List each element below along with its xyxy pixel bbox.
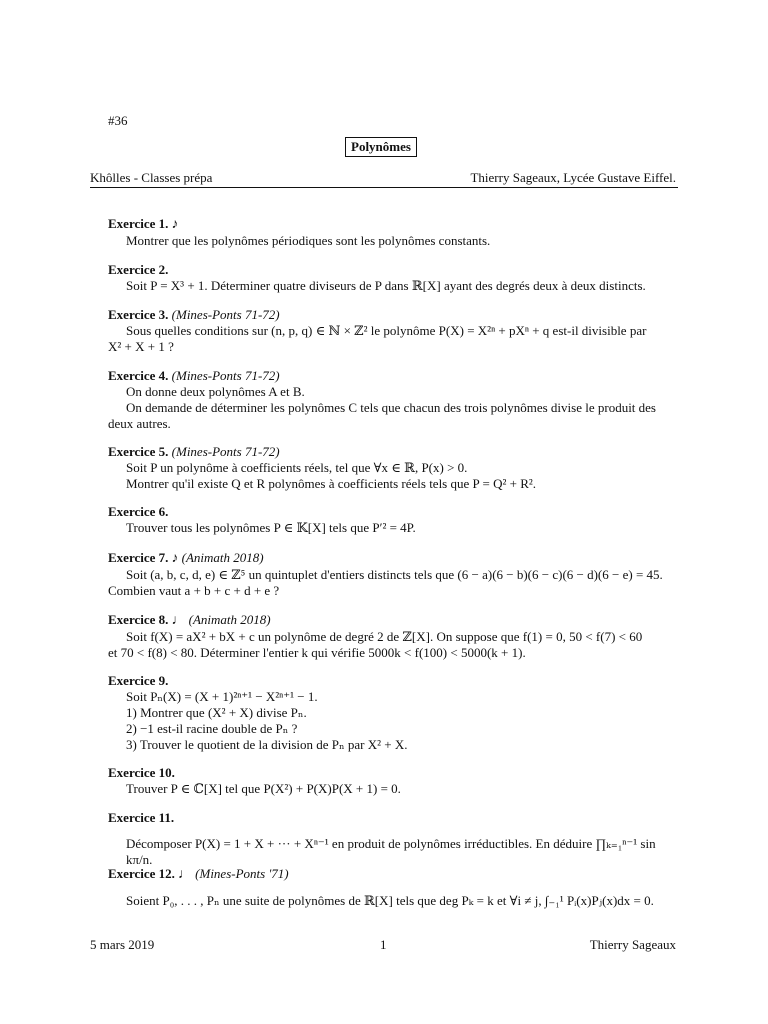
exercise-heading: Exercice 11. (108, 810, 175, 825)
document-title: Polynômes (345, 137, 417, 157)
exercise-11 (108, 810, 678, 868)
music-note-icon: ♩ (171, 613, 186, 628)
exercise-source: (Mines-Ponts 71-72) (171, 368, 280, 383)
exercise-item: 2) −1 est-il racine double de Pₙ ? (126, 721, 298, 736)
exercise-heading: Exercice 12. (108, 866, 175, 881)
exercise-1 (108, 216, 678, 249)
header-course: Khôlles - Classes prépa (90, 170, 213, 185)
footer-date: 5 mars 2019 (90, 937, 155, 952)
exercise-line: Montrer que les polynômes périodiques sont les polynômes constants. (126, 233, 491, 248)
exercise-line: Soit Pₙ(X) = (X + 1)²ⁿ⁺¹ − X²ⁿ⁺¹ − 1. (126, 689, 318, 704)
exercise-heading: Exercice 2. (108, 262, 169, 277)
exercise-line: Combien vaut a + b + c + d + e ? (108, 583, 280, 598)
exercise-line: Soit (a, b, c, d, e) ∈ ℤ⁵ un quintuplet d'entiers distincts tels que (6 − a)(6 − b)(6 − c)(6 − d)(6 − e) = 45. (126, 567, 663, 582)
exercise-line: Soit P = X³ + 1. Déterminer quatre diviseurs de P dans ℝ[X] ayant des degrés deux à deux distincts. (126, 278, 646, 293)
exercise-source: (Animath 2018) (188, 612, 271, 627)
exercise-line: et 70 < f(8) < 80. Déterminer l'entier k qui vérifie 5000k < f(100) < 5000(k + 1). (108, 645, 526, 660)
exercise-heading: Exercice 8. (108, 612, 169, 627)
exercise-line: X² + X + 1 ? (108, 339, 174, 354)
exercise-4 (108, 368, 678, 432)
exercise-heading: Exercice 6. (108, 504, 169, 519)
exercise-10 (108, 765, 678, 797)
exercise-heading: Exercice 5. (108, 444, 169, 459)
exercise-source: (Animath 2018) (181, 550, 264, 565)
exercise-item: 3) Trouver le quotient de la division de Pₙ par X² + X. (126, 737, 408, 752)
music-note-icon: ♪ (171, 217, 179, 232)
header-author: Thierry Sageaux, Lycée Gustave Eiffel. (470, 170, 676, 185)
exercise-heading: Exercice 1. (108, 216, 169, 231)
exercise-3 (108, 307, 678, 355)
exercise-2 (108, 262, 678, 294)
music-note-icon: ♩ (177, 867, 192, 882)
exercise-heading: Exercice 3. (108, 307, 169, 322)
exercise-heading: Exercice 4. (108, 368, 169, 383)
exercise-item: 1) Montrer que (X² + X) divise Pₙ. (126, 705, 307, 720)
exercise-source: (Mines-Ponts 71-72) (171, 307, 280, 322)
exercise-line: Décomposer P(X) = 1 + X + ··· + Xⁿ⁻¹ en produit de polynômes irréductibles. En déduire ∏ₖ₌₁ⁿ⁻¹ sin kπ/n. (126, 836, 656, 867)
exercise-line: On demande de déterminer les polynômes C tels que chacun des trois polynômes divise le produit des (126, 400, 656, 415)
exercise-line: deux autres. (108, 416, 171, 431)
exercise-heading: Exercice 9. (108, 673, 169, 688)
document-number: #36 (108, 113, 128, 128)
exercise-line: Trouver tous les polynômes P ∈ 𝕂[X] tels que P′² = 4P. (126, 520, 416, 535)
exercise-12 (108, 866, 678, 909)
exercise-8 (108, 612, 678, 661)
music-note-icon: ♪ (171, 551, 179, 566)
exercise-5 (108, 444, 678, 492)
exercise-line: Trouver P ∈ ℂ[X] tel que P(X²) + P(X)P(X + 1) = 0. (126, 781, 401, 796)
exercise-9 (108, 673, 678, 753)
exercise-line: Soit P un polynôme à coefficients réels, tel que ∀x ∈ ℝ, P(x) > 0. (126, 460, 468, 475)
exercise-heading: Exercice 7. (108, 550, 169, 565)
exercise-line: Sous quelles conditions sur (n, p, q) ∈ ℕ × ℤ² le polynôme P(X) = X²ⁿ + pXⁿ + q est-il divisible par (126, 323, 647, 338)
exercise-line: Soit f(X) = aX² + bX + c un polynôme de degré 2 de ℤ[X]. On suppose que f(1) = 0, 50 < f(7) < 60 (126, 629, 643, 644)
exercise-7 (108, 550, 678, 599)
exercise-6 (108, 504, 678, 536)
exercise-source: (Mines-Ponts 71-72) (171, 444, 280, 459)
exercise-source: (Mines-Ponts '71) (195, 866, 289, 881)
exercise-line: Soient P₀, . . . , Pₙ une suite de polynômes de ℝ[X] tels que deg Pₖ = k et ∀i ≠ j, ∫₋₁¹ Pᵢ(x)Pⱼ(x)dx = 0. (126, 893, 654, 908)
exercise-line: Montrer qu'il existe Q et R polynômes à coefficients réels tels que P = Q² + R². (126, 476, 537, 491)
footer-page-number: 1 (380, 937, 387, 952)
footer-author: Thierry Sageaux (589, 937, 676, 952)
header-rule (90, 187, 678, 188)
exercise-heading: Exercice 10. (108, 765, 175, 780)
exercise-line: On donne deux polynômes A et B. (126, 384, 305, 399)
